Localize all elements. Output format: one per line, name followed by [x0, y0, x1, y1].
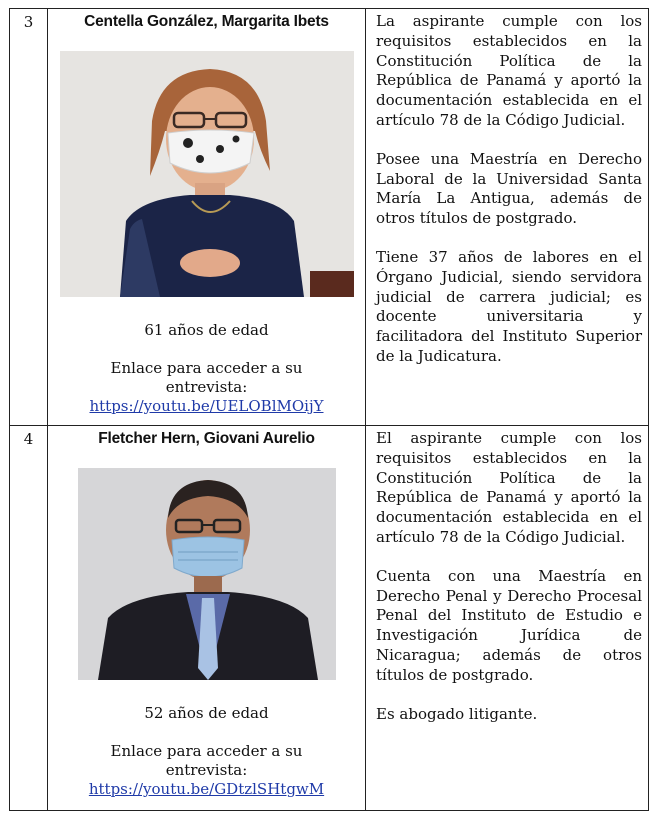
- candidate-name: Fletcher Hern, Giovani Aurelio: [98, 430, 315, 447]
- description-paragraph: Tiene 37 años de labores en el Órgano Judicial, siendo servidora judicial de carrera judicial; es docente universitaria y facilitadora del Instituto Superior de la Judicatura.: [376, 247, 642, 365]
- description-paragraph: Posee una Maestría en Derecho Laboral de la Universidad Santa María La Antigua, además de otros títulos de postgrado.: [376, 149, 642, 228]
- candidate-photo: [78, 468, 336, 680]
- candidate-photo-woman-mask-icon: [60, 51, 354, 297]
- interview-link-label: Enlace para acceder a su entrevista:: [110, 359, 303, 396]
- candidate-photo-man-mask-icon: [78, 468, 336, 680]
- candidates-table: [9, 8, 649, 811]
- description-paragraph: Cuenta con una Maestría en Derecho Penal y Derecho Procesal Penal del Instituto de Estudio e Investigación Jurídica de Nicaragua; además de otros títulos de postgrado.: [376, 566, 642, 684]
- description-paragraph: La aspirante cumple con los requisitos establecidos en la Constitución Política de la República de Panamá y aportó la documentación establecida en el artículo 78 de la Código Judicial.: [376, 12, 642, 129]
- row-number: 3: [10, 9, 48, 426]
- candidate-age: 61 años de edad: [144, 321, 269, 339]
- candidate-description: [366, 9, 649, 426]
- interview-link[interactable]: https://youtu.be/UELOBlMOijY: [89, 397, 324, 415]
- table-row: [10, 9, 649, 426]
- candidate-name: Centella González, Margarita Ibets: [84, 13, 329, 30]
- candidate-photo: [60, 51, 354, 297]
- description-paragraph: Es abogado litigante.: [376, 704, 538, 723]
- interview-link-label: Enlace para acceder a su entrevista:: [110, 742, 303, 779]
- row-number: 4: [10, 426, 48, 811]
- description-paragraph: El aspirante cumple con los requisitos establecidos en la Constitución Política de la República de Panamá y aportó la documentación establecida en el artículo 78 de la Código Judicial.: [376, 429, 642, 546]
- candidate-cell: [48, 9, 366, 426]
- interview-link[interactable]: https://youtu.be/GDtzlSHtgwM: [88, 780, 325, 798]
- table-row: [10, 426, 649, 811]
- candidate-cell: [48, 426, 366, 811]
- candidate-age: 52 años de edad: [144, 704, 269, 722]
- candidate-description: [366, 426, 649, 811]
